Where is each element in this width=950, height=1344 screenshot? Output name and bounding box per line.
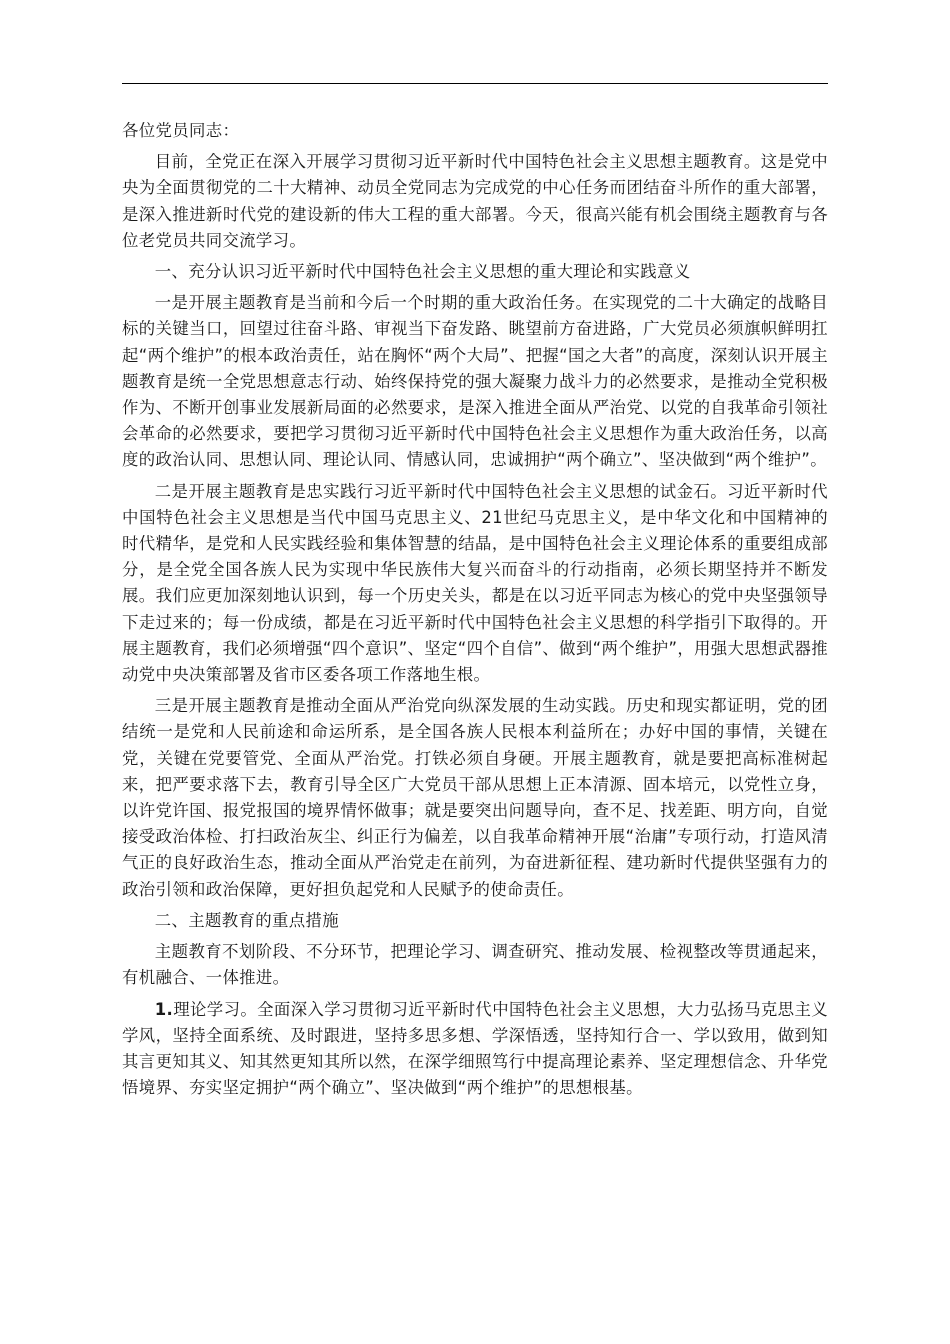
intro-paragraph: 目前，全党正在深入开展学习贯彻习近平新时代中国特色社会主义思想主题教育。这是党中央为全面贯彻党的二十大精神、动员全党同志为完成党的中心任务而团结奋斗所作的重大部署，是深入推进新时代党的建设新的伟大工程的重大部署。今天，很高兴能有机会围绕主题教育与各位老党员共同交流学习。	[122, 152, 828, 250]
paragraph-1: 一是开展主题教育是当前和今后一个时期的重大政治任务。在实现党的二十大确定的战略目标的关键当口，回望过往奋斗路、审视当下奋发路、眺望前方奋进路，广大党员必须旗帜鲜明扛起“两个维护”的根本政治责任，站在胸怀“两个大局”、把握“国之大者”的高度，深刻认识开展主题教育是统一全党思想意志行动、始终保持党的强大凝聚力战斗力的必然要求，是推动全党积极作为、不断开创事业发展新局面的必然要求，是深入推进全面从严治党、以党的自我革命引领社会革命的必然要求，要把学习贯彻习近平新时代中国特色社会主义思想作为重大政治任务，以高度的政治认同、思想认同、理论认同、情感认同，忠诚拥护“两个确立”、坚决做到“两个维护”。	[122, 293, 828, 470]
section-heading-1: 一、充分认识习近平新时代中国特色社会主义思想的重大理论和实践意义	[154, 262, 691, 282]
item-number: 1.	[154, 999, 174, 1019]
paragraph-2: 二是开展主题教育是忠实践行习近平新时代中国特色社会主义思想的试金石。习近平新时代中国特色社会主义思想是当代中国马克思主义、21世纪马克思主义，是中华文化和中国精神的时代精华，是党和人民实践经验和集体智慧的结晶，是中国特色社会主义理论体系的重要组成部分，是全党全国各族人民为实现中华民族伟大复兴而奋斗的行动指南，必须长期坚持并不断发展。我们应更加深刻地认识到，每一个历史关头，都是在以习近平同志为核心的党中央坚强领导下走过来的；每一份成绩，都是在习近平新时代中国特色社会主义思想的科学指引下取得的。开展主题教育，我们必须增强“四个意识”、坚定“四个自信”、做到“两个维护”，用强大思想武器推动党中央决策部署及省市区委各项工作落地生根。	[122, 481, 828, 685]
paragraph-4: 主题教育不划阶段、不分环节，把理论学习、调查研究、推动发展、检视整改等贯通起来，有机融合、一体推进。	[122, 942, 828, 988]
salutation: 各位党员同志：	[122, 121, 240, 140]
paragraph-5-text: 理论学习。全面深入学习贯彻习近平新时代中国特色社会主义思想，大力弘扬马克思主义学风，坚持全面系统、及时跟进，坚持多思多想、学深悟透，坚持知行合一、学以致用，做到知其言更知其义、知其然更知其所以然，在深学细照笃行中提高理论素养、坚定理想信念、升华党悟境界、夯实坚定拥护“两个确立”、坚决做到“两个维护”的思想根基。	[122, 999, 828, 1098]
header-rule	[122, 83, 828, 84]
section-heading-2: 二、主题教育的重点措施	[154, 910, 339, 930]
paragraph-5	[122, 997, 828, 1102]
document-body	[122, 118, 828, 1101]
paragraph-3: 三是开展主题教育是推动全面从严治党向纵深发展的生动实践。历史和现实都证明，党的团结统一是党和人民前途和命运所系，是全国各族人民根本利益所在；办好中国的事情，关键在党，关键在党要管党、全面从严治党。打铁必须自身硬。开展主题教育，就是要把高标准树起来，把严要求落下去，教育引导全区广大党员干部从思想上正本清源、固本培元，以党性立身，以许党许国、报党报国的境界情怀做事；就是要突出问题导向，查不足、找差距、明方向，自觉接受政治体检、打扫政治灰尘、纠正行为偏差，以自我革命精神开展“治庸”专项行动，打造风清气正的良好政治生态，推动全面从严治党走在前列，为奋进新征程、建功新时代提供坚强有力的政治引领和政治保障，更好担负起党和人民赋予的使命责任。	[122, 696, 828, 899]
